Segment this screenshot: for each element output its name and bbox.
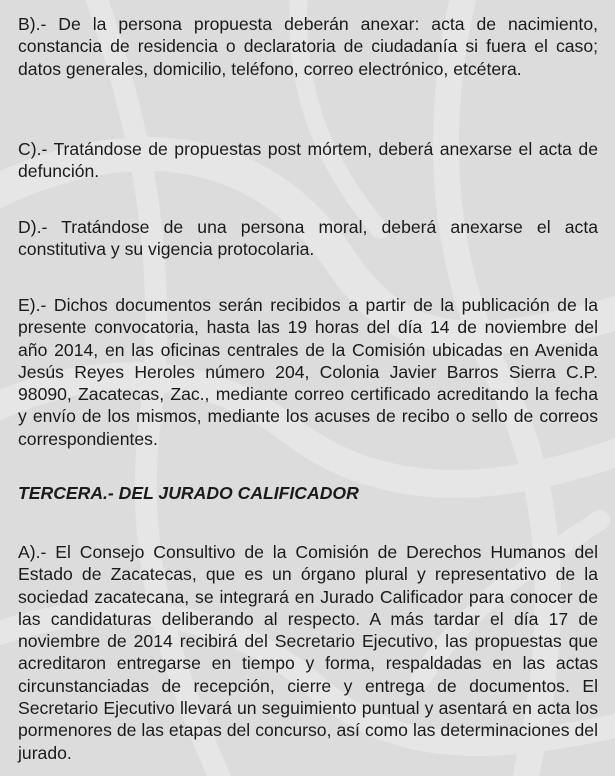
paragraph-a: A).- El Consejo Consultivo de la Comisión de Derechos Humanos del Estado de Zacatecas, que es un órgano plural y representativo de la sociedad zacatecana, se integrará en Jurado Calificador para conocer de las candidaturas deliberando al respecto. A más tardar el día 17 de noviembre de 2014 recibirá del Secretario Ejecutivo, las propuestas que acreditaron entregarse en tiempo y forma, respaldadas en las actas circunstanciadas de recepción, cierre y entrega de documentos. El Secretario Ejecutivo llevará un seguimiento puntual y asentará en acta los pormenores de las etapas del concurso, así como las determinaciones del jurado. [18,542,598,763]
paragraph-c: C).- Tratándose de propuestas post mórtem, deberá anexarse el acta de defunción. [18,139,598,182]
paragraph-e: E).- Dichos documentos serán recibidos a partir de la publicación de la presente convocatoria, hasta las 19 horas del día 14 de noviembre del año 2014, en las oficinas centrales de la Comisión ubicadas en Avenida Jesús Reyes Heroles número 204, Colonia Javier Barros Sierra C.P. 98090, Zacatecas, Zac., mediante correo certificado acreditando la fecha y envío de los mismos, mediante los acuses de recibo o sello de correos correspondientes. [18,295,598,449]
paragraph-d: D).- Tratándose de una persona moral, deberá anexarse el acta constitutiva y su vigencia protocolaria. [18,217,598,260]
paragraph-b: B).- De la persona propuesta deberán anexar: acta de nacimiento, constancia de residencia o declaratoria de ciudadanía si fuera el caso; datos generales, domicilio, teléfono, correo electrónico, etcétera. [18,14,598,79]
section-heading: TERCERA.- DEL JURADO CALIFICADOR [18,483,359,503]
